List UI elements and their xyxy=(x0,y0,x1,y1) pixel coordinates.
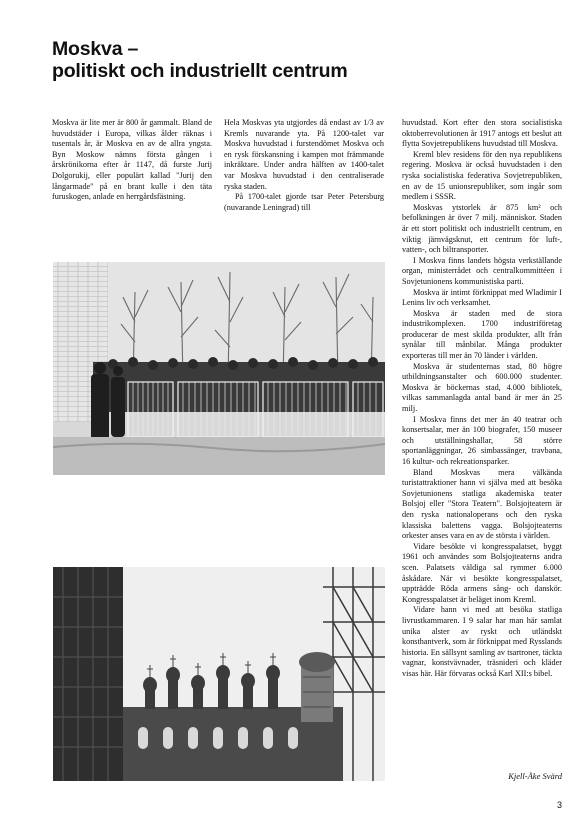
paragraph: I Moskva finns det mer än 40 teatrar och konsertsalar, mer än 100 biografer, 150 museer och utställningshallar, 58 större sportanläggningar, 26 simbassänger, travbana, 16 kultur- och rekreationsparker. xyxy=(402,414,562,466)
paragraph: Moskvas ytstorlek är 875 km² och befolkningen är över 7 milj. människor. Staden är ett stort politiskt och industriellt centrum, en viktig järnvägsknut, ett centrum för luft-, vatten-, och biltransporter. xyxy=(402,202,562,255)
title-line-1: Moskva – xyxy=(52,38,139,60)
paragraph: Hela Moskvas yta utgjordes då endast av 1/3 av Kremls nuvarande yta. På 1200-talet var Moskva huvudstad i furstendömet Moskva och en rysk förskansning i kampen mot främmande inkräktare. Under andra hälften av 1400-talet var Moskva huvudstad i den centraliserade ryska staden. xyxy=(224,118,384,191)
paragraph: Moskva är lite mer är 800 år gammalt. Bland de huvudstäder i Europa, vilkas ålder räknas i tusentals år, är Moskva en av de allra yngsta. Byn Moskow nämns första gången i årskrönikorna efter år 1147, då furste Jurij Dolgorukij, eller populärt kallad "Jurij den långarmade" på en brant kulle i den täta furuskogen, anlade en herrgårdsfästning. xyxy=(52,118,212,202)
paragraph: Moskva är intimt förknippat med Wladimir I Lenins liv och verksamhet. xyxy=(402,287,562,308)
paragraph: På 1700-talet gjorde tsar Peter Petersburg (nuvarande Leningrad) till xyxy=(224,192,384,212)
article-title xyxy=(52,38,472,82)
paragraph: Moskva är studenternas stad, 80 högre utbildningsanstalter och 600.000 studenter. Moskva är böckernas stad, 4.000 bibliotek, vilkas sammanlagda antal band är mer än 25 milj. xyxy=(402,361,562,414)
kremlin-photo xyxy=(53,567,385,781)
queue-photo xyxy=(53,262,385,475)
title-line-2: politiskt och industriellt centrum xyxy=(52,60,348,82)
paragraph: Moskva är staden med de stora industrikomplexen. 1700 industriföretag producerar de mest skilda produkter, allt från synålar till månbilar. Många produkter exporteras till mer än 70 länder i världen. xyxy=(402,308,562,361)
text-column-2 xyxy=(224,118,384,213)
paragraph: Bland Moskvas mera välkända turistattraktioner hann vi själva med att besöka Sovjetunionens statliga akademiska teater Bolsjoj eller "Stora Teatern". Bolsjojteatern är den ryska nationaloperans och den ryska klassiska balettens vagga. Bolsjojteaterns orkester anses vara en av de största i världen. xyxy=(402,467,562,541)
paragraph: huvudstad. Kort efter den stora socialistiska oktoberrevolutionen år 1917 antogs ett beslut att flytta Sovjetrepublikens huvudstad till Moskva. xyxy=(402,118,562,149)
text-column-1 xyxy=(52,118,212,203)
text-column-3 xyxy=(402,118,562,679)
byline: Kjell-Åke Svärd xyxy=(508,771,562,781)
paragraph: Vidare besökte vi kongresspalatset, byggt 1961 och användes som Bolsjojteaterns andra scen. Palatsets väldiga sal rymmer 6.000 åskådare. När vi besökte kongresspalatset, uppträdde Röda armens sång- och danskör. Kongresspalatset är beläget inom Kreml. xyxy=(402,541,562,604)
paragraph: Kreml blev residens för den nya republikens regering. Moskva är också huvudstaden i den ryska socialistiska federativa Sovjetrepubliken, en av de 15 unionsrepubliker, som ingår som medlem i SSSR. xyxy=(402,149,562,202)
paragraph: I Moskva finns landets högsta verkställande organ, ministerrådet och centralkommittéen i Sovjetunionens kommunistiska parti. xyxy=(402,255,562,286)
paragraph: Vidare hann vi med att besöka statliga livrustkammaren. I 9 salar har man här samlat unika alster av ryskt och utländskt konsthantverk, som är förknippat med Rysslands historia. En sällsynt samling av tsartroner, täckta vagnar, konstvävnader, träsnideri och kläder visas här. Här förvaras också Karl XII:s bibel. xyxy=(402,605,562,678)
page-number: 3 xyxy=(556,800,562,810)
